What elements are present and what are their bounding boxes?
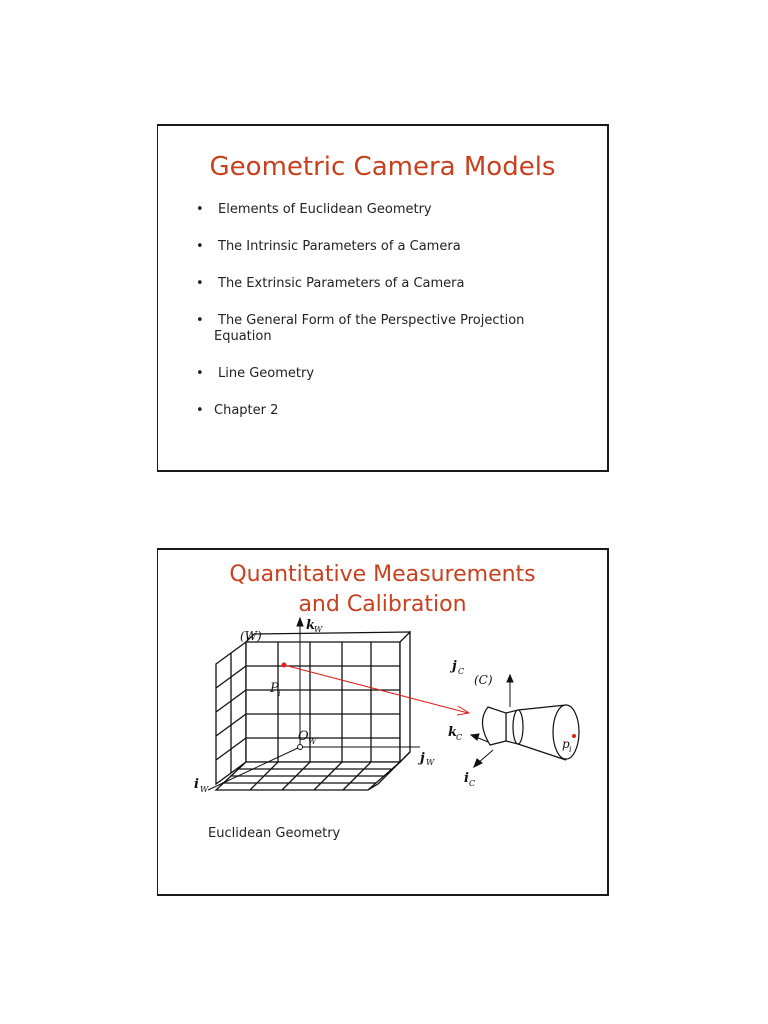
bullet-text-continued: Equation	[214, 329, 272, 344]
bullet-icon: •	[196, 366, 204, 381]
pi-world-label: P	[270, 681, 279, 696]
bullet-text: Elements of Euclidean Geometry	[218, 202, 432, 217]
camera-frame-label: (C)	[474, 673, 493, 687]
kc-sub: C	[456, 733, 463, 742]
bullet-text: The Intrinsic Parameters of a Camera	[218, 239, 461, 254]
iw-sub: W	[200, 785, 209, 794]
kw-sub: W	[314, 625, 323, 634]
ow-label: O	[298, 729, 309, 744]
jw-sub: W	[426, 758, 435, 767]
coordinate-frames-figure	[188, 612, 588, 802]
bullet-icon: •	[196, 276, 204, 291]
image-point-marker	[572, 734, 576, 738]
title-line-1: Quantitative Measurements	[229, 562, 536, 587]
pi-world-sub: i	[278, 689, 281, 698]
jw-label: j	[420, 751, 425, 766]
slide-title	[158, 560, 607, 620]
pi-cam-label: p	[562, 737, 570, 751]
bullet-text: Chapter 2	[214, 403, 279, 418]
ow-sub: W	[308, 737, 317, 746]
pi-cam-sub: i	[569, 745, 572, 754]
slide-title: Geometric Camera Models	[209, 152, 556, 182]
jc-label: j	[452, 659, 457, 674]
bullet-icon: •	[196, 239, 204, 254]
jc-sub: C	[458, 667, 465, 676]
title-line-2: and Calibration	[298, 592, 467, 617]
world-frame-label: (W)	[240, 629, 262, 643]
iw-label: i	[194, 777, 199, 792]
ic-sub: C	[469, 779, 476, 788]
slide-quantitative-measurements	[157, 548, 609, 896]
bullet-icon: •	[196, 403, 204, 418]
world-grid	[216, 632, 410, 790]
bullet-icon: •	[196, 202, 204, 217]
kw-label: k	[306, 618, 316, 633]
figure-caption: Euclidean Geometry	[208, 826, 341, 841]
bullet-text: The Extrinsic Parameters of a Camera	[218, 276, 465, 291]
origin-marker	[298, 745, 303, 750]
bullet-text: Line Geometry	[218, 366, 315, 381]
camera-icon	[482, 705, 579, 760]
bullet-text: The General Form of the Perspective Projection	[218, 313, 525, 328]
slide-geometric-camera-models	[157, 124, 609, 472]
kc-label: k	[448, 725, 458, 740]
ic-label: i	[464, 771, 469, 786]
bullet-icon: •	[196, 313, 204, 328]
